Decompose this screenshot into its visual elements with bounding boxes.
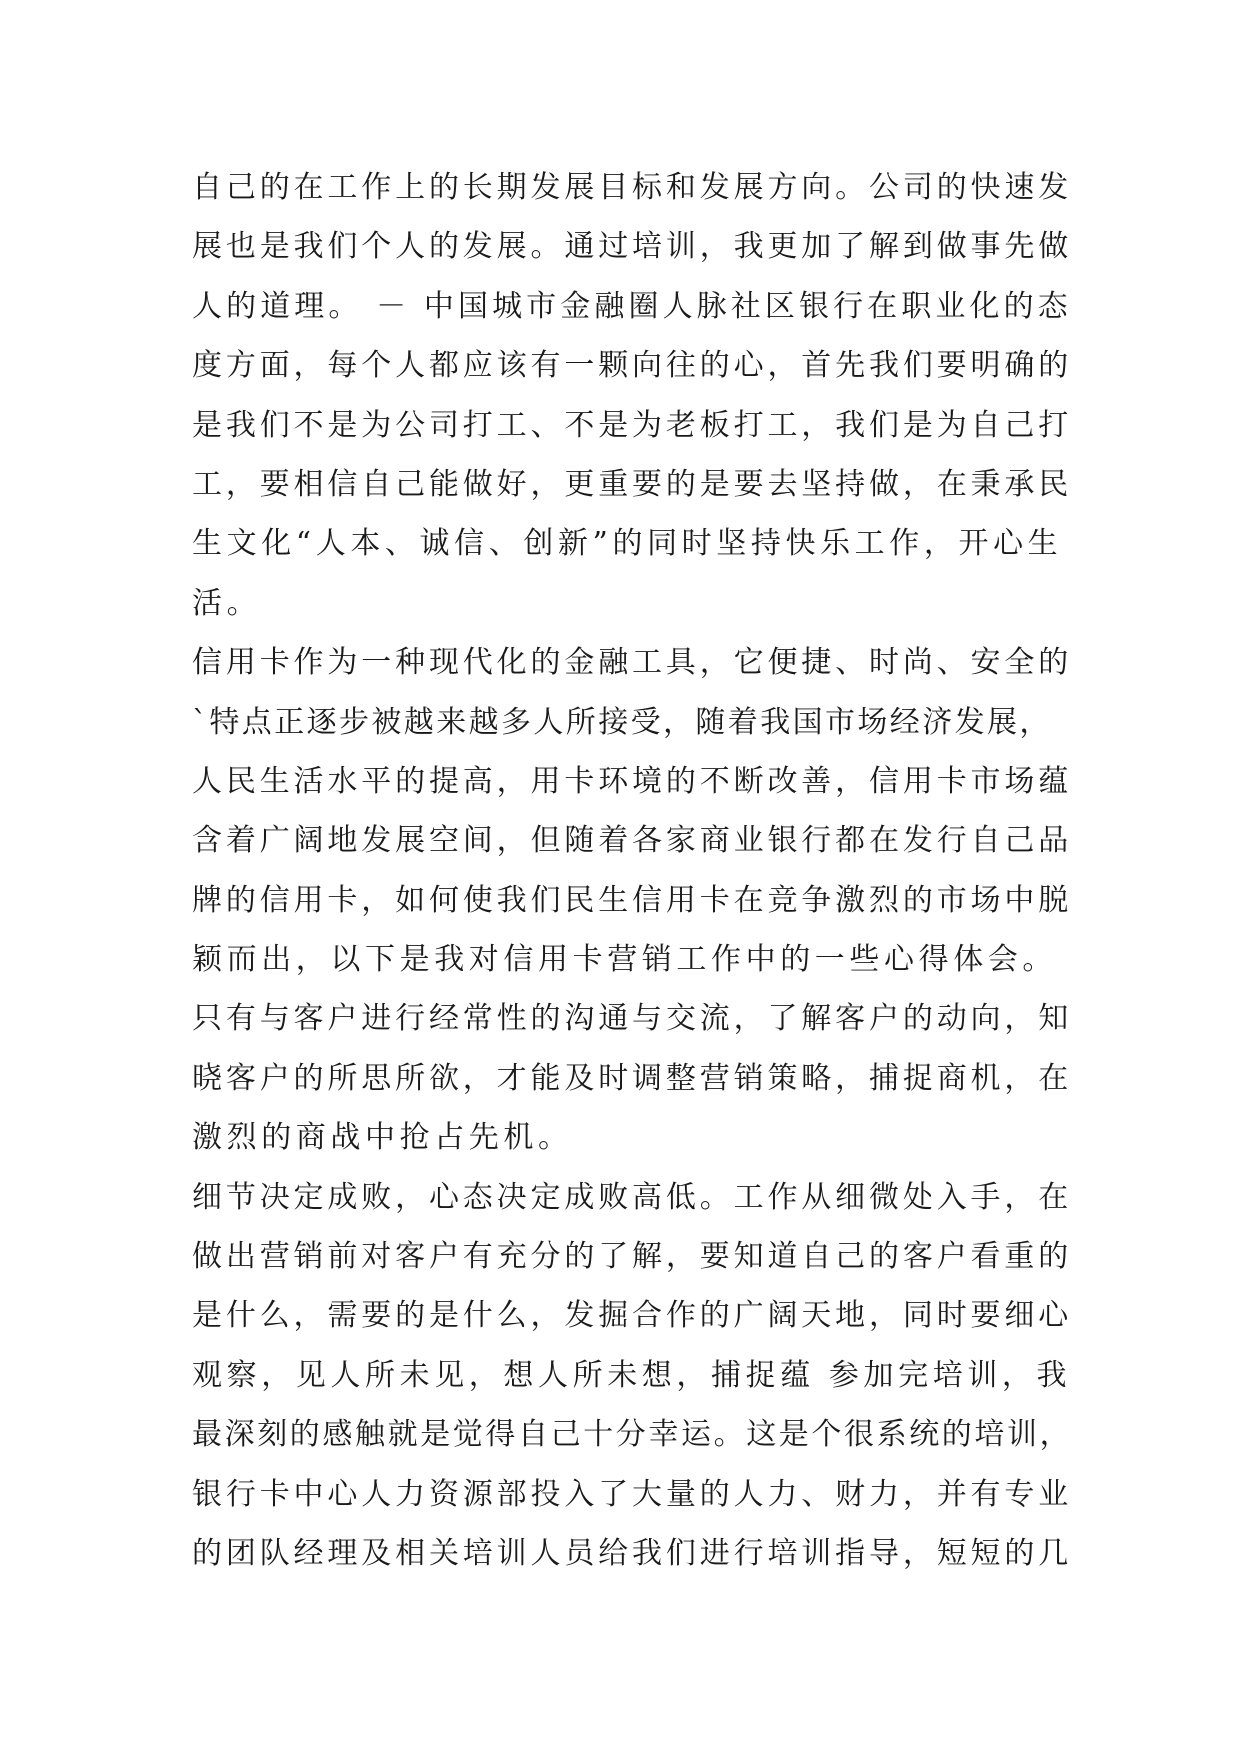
text-line: 自己的在工作上的长期发展目标和发展方向。公司的快速发 (192, 170, 1073, 205)
text-line: 做出营销前对客户有充分的了解，要知道自己的客户看重的 (192, 1239, 1073, 1275)
text-line: 生文化“人本、诚信、创新”的同时坚持快乐工作，开心生 (192, 526, 1063, 562)
text-line: 细节决定成败，心态决定成败高低。工作从细微处入手，在 (192, 1179, 1073, 1215)
text-line: 活。 (192, 585, 262, 621)
text-line: 观察，见人所未见，想人所未想，捕捉蕴 参加完培训，我 (192, 1357, 1072, 1393)
text-line: 是什么，需要的是什么，发掘合作的广阔天地，同时要细心 (192, 1298, 1073, 1334)
text-line: 信用卡作为一种现代化的金融工具，它便捷、时尚、安全的 (192, 645, 1073, 681)
text-line: 晓客户的所思所欲，才能及时调整营销策略，捕捉商机，在 (192, 1060, 1073, 1096)
text-line: 的团队经理及相关培训人员给我们进行培训指导，短短的几 (192, 1535, 1073, 1571)
text-line: 人民生活水平的提高，用卡环境的不断改善，信用卡市场蕴 (192, 763, 1073, 799)
text-line: 银行卡中心人力资源部投入了大量的人力、财力，并有专业 (192, 1476, 1073, 1512)
text-line: 只有与客户进行经常性的沟通与交流，了解客户的动向，知 (192, 1001, 1073, 1037)
text-line: 工，要相信自己能做好，更重要的是要去坚持做，在秉承民 (192, 466, 1073, 502)
text-line: 度方面，每个人都应该有一颗向往的心，首先我们要明确的 (192, 348, 1073, 384)
body-text (192, 158, 1072, 1583)
text-line: 颖而出，以下是我对信用卡营销工作中的一些心得体会。 (192, 942, 1057, 978)
text-line: 展也是我们个人的发展。通过培训，我更加了解到做事先做 (192, 229, 1073, 265)
text-line: 激烈的商战中抢占先机。 (192, 1120, 573, 1156)
text-line: 最深刻的感触就是觉得自己十分幸运。这是个很系统的培训， (192, 1417, 1073, 1453)
text-line: `特点正逐步被越来越多人所接受，随着我国市场经济发展， (192, 704, 1052, 740)
text-line: 是我们不是为公司打工、不是为老板打工，我们是为自己打 (192, 407, 1073, 443)
text-line: 含着广阔地发展空间，但随着各家商业银行都在发行自己品 (192, 823, 1073, 859)
text-line: 人的道理。 － 中国城市金融圈人脉社区银行在职业化的态 (192, 288, 1072, 324)
text-line: 牌的信用卡，如何使我们民生信用卡在竞争激烈的市场中脱 (192, 882, 1073, 918)
